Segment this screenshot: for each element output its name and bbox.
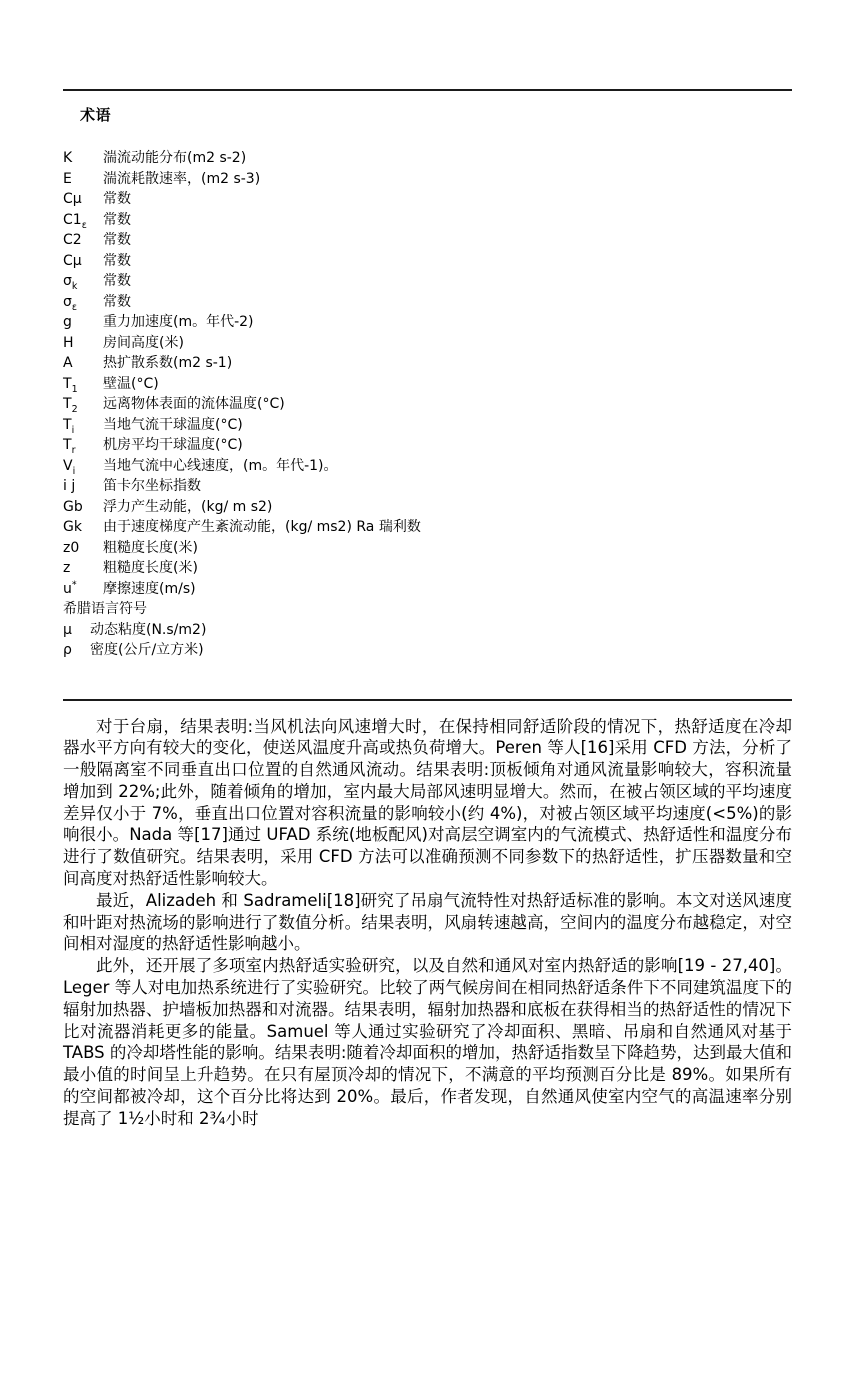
symbol: K <box>63 150 73 166</box>
symbol: $T_2$ <box>63 396 78 415</box>
symbol: u* <box>63 578 77 597</box>
nomenclature-item <box>63 312 792 333</box>
nomenclature-item <box>63 456 792 477</box>
nomenclature-item <box>63 271 792 292</box>
nomenclature-list <box>63 148 792 661</box>
symbol: z <box>63 560 71 576</box>
symbol-definition: 浮力产生动能，(kg/ m s2) <box>103 498 273 515</box>
symbol: Cμ <box>63 191 82 207</box>
body-paragraphs <box>63 716 792 1130</box>
symbol-definition: 粗糙度长度(米) <box>103 539 198 556</box>
symbol: ρ <box>63 642 72 658</box>
nomenclature-item <box>63 251 792 272</box>
middle-divider <box>63 699 792 701</box>
nomenclature-item <box>63 333 792 354</box>
nomenclature-item <box>63 353 792 374</box>
nomenclature-section-label: 希腊语言符号 <box>63 601 147 617</box>
symbol-definition: 热扩散系数(m2 s-1) <box>103 355 233 371</box>
symbol: $T_1$ <box>63 375 78 395</box>
symbol: Cμ <box>63 252 82 269</box>
nomenclature-item <box>63 517 792 538</box>
symbol: i j <box>63 478 76 494</box>
symbol-definition: 当地气流中心线速度，(m。年代-1)。 <box>103 457 338 474</box>
nomenclature-item <box>63 394 792 415</box>
nomenclature-item <box>63 230 792 251</box>
nomenclature-item <box>63 640 792 661</box>
paragraph: 最近，Alizadeh 和 Sadrameli[18]研究了吊扇气流特性对热舒适标准的影响。本文对送风速度和叶距对热流场的影响进行了数值分析。结果表明，风扇转速越高，空间内的温度分布越稳定，对空间相对湿度的热舒适性影响越小。 <box>63 890 792 954</box>
paragraph: 对于台扇，结果表明:当风机法向风速增大时，在保持相同舒适阶段的情况下，热舒适度在冷却器水平方向有较大的变化，使送风温度升高或热负荷增大。Peren 等人[16]采用 CFD 方法，分析了一般隔离室不同垂直出口位置的自然通风流动。结果表明:顶板倾角对通风流量影响较大，容积流量增加到 22%;此外，随着倾角的增加，室内最大局部风速明显增大。然而，在被占领区域的平均速度差异仅小于 7%，垂直出口位置对容积流量的影响较小(约 4%)，对被占领区域平均速度(<5%)的影响很小。Nada 等[17]通过 UFAD 系统(地板配风)对高层空调室内的气流模式、热舒适性和温度分布进行了数值研究。结果表明，采用 CFD 方法可以准确预测不同参数下的热舒适性，扩压器数量和空间高度对热舒适性影响较大。 <box>63 716 792 889</box>
symbol-definition: 密度(公斤/立方米) <box>90 642 204 658</box>
symbol-definition: 壁温(°C) <box>103 375 159 392</box>
top-divider <box>63 89 792 91</box>
symbol-definition: 机房平均干球温度(°C) <box>103 437 243 453</box>
symbol-definition: 当地气流干球温度(°C) <box>103 416 243 433</box>
nomenclature-item <box>63 476 792 497</box>
nomenclature-item <box>63 292 792 313</box>
symbol-definition: 粗糙度长度(米) <box>103 560 198 576</box>
symbol-definition: 常数 <box>103 252 131 269</box>
symbol-definition: 常数 <box>103 191 131 207</box>
nomenclature-item <box>63 579 792 600</box>
nomenclature-item <box>63 435 792 456</box>
nomenclature-item <box>63 169 792 190</box>
symbol-definition: 湍流耗散速率，(m2 s-3) <box>103 170 261 187</box>
symbol: g <box>63 314 72 330</box>
symbol-definition: 常数 <box>103 232 131 248</box>
symbol: $T_i$ <box>63 416 75 436</box>
symbol: $V_i$ <box>63 457 76 477</box>
symbol: C2 <box>63 232 82 248</box>
symbol-definition: 常数 <box>103 293 131 310</box>
symbol-definition: 常数 <box>103 273 131 289</box>
nomenclature-item <box>63 374 792 395</box>
symbol: Gk <box>63 519 82 535</box>
document-page <box>0 89 846 1383</box>
nomenclature-item <box>63 620 792 641</box>
nomenclature-item <box>63 558 792 579</box>
symbol-definition: 重力加速度(m。年代-2) <box>103 314 254 330</box>
paragraph: 此外，还开展了多项室内热舒适实验研究，以及自然和通风对室内热舒适的影响[19 - 27,40]。Leger 等人对电加热系统进行了实验研究。比较了两气候房间在相同热舒适条件下不同建筑温度下的辐射加热器、护墙板加热器和对流器。结果表明，辐射加热器和底板在获得相当的热舒适性的情况下比对流器消耗更多的能量。Samuel 等人通过实验研究了冷却面积、黑暗、吊扇和自然通风对基于 TABS 的冷却塔性能的影响。结果表明:随着冷却面积的增加，热舒适指数呈下降趋势，达到最大值和最小值的时间呈上升趋势。在只有屋顶冷却的情况下，不满意的平均预测百分比是 89%。如果所有的空间都被冷却，这个百分比将达到 20%。最后，作者发现，自然通风使室内空气的高温速率分别提高了 1½小时和 2¾小时 <box>63 956 792 1128</box>
nomenclature-item <box>63 210 792 231</box>
symbol: $\sigma_k$ <box>63 273 78 292</box>
symbol-definition: 房间高度(米) <box>103 334 184 351</box>
symbol-definition: 湍流动能分布(m2 s-2) <box>103 150 247 166</box>
symbol: μ <box>63 621 72 638</box>
nomenclature-heading: 术语 <box>80 106 112 124</box>
symbol-definition: 动态粘度(N.s/m2) <box>90 621 207 638</box>
nomenclature-item <box>63 189 792 210</box>
symbol: A <box>63 355 73 371</box>
symbol-definition: 由于速度梯度产生紊流动能，(kg/ ms2) Ra 瑞利数 <box>103 519 421 535</box>
symbol: Gb <box>63 498 83 515</box>
symbol: H <box>63 334 74 351</box>
nomenclature-item <box>63 538 792 559</box>
symbol: $C1_\varepsilon$ <box>63 211 87 231</box>
symbol-definition: 笛卡尔坐标指数 <box>103 478 201 494</box>
nomenclature-item <box>63 497 792 518</box>
nomenclature-item <box>63 148 792 169</box>
symbol-definition: 摩擦速度(m/s) <box>103 580 196 597</box>
symbol-definition: 常数 <box>103 211 131 228</box>
symbol: E <box>63 170 72 187</box>
symbol: $T_r$ <box>63 437 76 456</box>
symbol: $\sigma_\varepsilon$ <box>63 293 78 313</box>
symbol-definition: 远离物体表面的流体温度(°C) <box>103 396 285 412</box>
nomenclature-item <box>63 415 792 436</box>
symbol: z0 <box>63 539 80 556</box>
